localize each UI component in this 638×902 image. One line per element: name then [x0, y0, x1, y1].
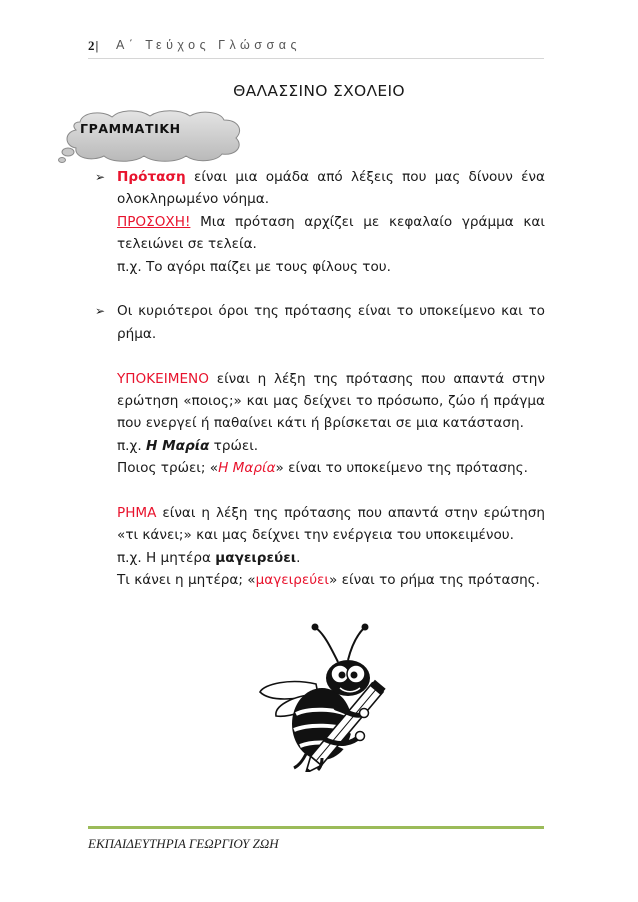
- bullet-item-sentence: [95, 166, 545, 278]
- thought-cloud-shape: [58, 108, 248, 166]
- subject-example: π.χ. Η Μαρία τρώει.: [117, 437, 259, 454]
- sentence-example: π.χ. Το αγόρι παίζει με τους φίλους του.: [117, 258, 391, 275]
- page-header: [88, 34, 544, 59]
- verb-example: π.χ. Η μητέρα μαγειρεύει.: [117, 549, 301, 566]
- verb-definition: ΡΗΜΑ είναι η λέξη της πρότασης που απαντά στην ερώτηση «τι κάνει;» και μας δείχνει την ενέργεια του υποκειμένου.: [117, 505, 545, 544]
- term-subject: ΥΠΟΚΕΙΜΕΝΟ: [117, 370, 209, 387]
- subject-question: Ποιος τρώει; «Η Μαρία» είναι το υποκείμενο της πρότασης.: [117, 460, 528, 477]
- page-title: ΘΑΛΑΣΣΙΝΟ ΣΧΟΛΕΙΟ: [233, 82, 405, 100]
- subject-definition: ΥΠΟΚΕΙΜΕΝΟ είναι η λέξη της πρότασης που απαντά στην ερώτηση «ποιος;» και μας δείχνει το πρόσωπο, ζώο ή πράγμα που ενεργεί ή παθαίνει κάτι ή βρίσκεται σε μια κατάσταση.: [117, 370, 545, 432]
- attention-label: ΠΡΟΣΟΧΗ!: [117, 213, 191, 230]
- arrow-bullet-icon: ➢: [95, 170, 106, 184]
- main-terms-text: Οι κυριότεροι όροι της πρότασης είναι το υποκείμενο και το ρήμα.: [117, 303, 545, 342]
- footer-school-name: ΕΚΠΑΙΔΕΥΤΗΡΙΑ ΓΕΩΡΓΙΟΥ ΖΩΗ: [88, 836, 279, 851]
- page-number: 2|: [88, 38, 100, 53]
- sentence-definition: Πρόταση είναι μια ομάδα από λέξεις που μας δίνουν ένα ολοκληρωμένο νόημα.: [117, 169, 545, 208]
- lesson-content: [95, 166, 545, 592]
- bee-with-pencil-illustration: [256, 622, 404, 772]
- arrow-bullet-icon: ➢: [95, 304, 106, 319]
- attention-note: ΠΡΟΣΟΧΗ! Μια πρόταση αρχίζει με κεφαλαίο γράμμα και τελειώνει σε τελεία.: [117, 213, 545, 253]
- bullet-item-main-terms: [95, 300, 545, 591]
- cloud-label-grammar: ΓΡΑΜΜΑΤΙΚΗ: [80, 121, 181, 136]
- verb-question: Τι κάνει η μητέρα; «μαγειρεύει» είναι το ρήμα της πρότασης.: [117, 572, 540, 589]
- document-title: Α΄ Τεύχος Γλώσσας: [116, 38, 301, 52]
- term-verb: ΡΗΜΑ: [117, 505, 157, 522]
- term-sentence: Πρόταση: [117, 169, 186, 185]
- footer-divider: [88, 826, 544, 829]
